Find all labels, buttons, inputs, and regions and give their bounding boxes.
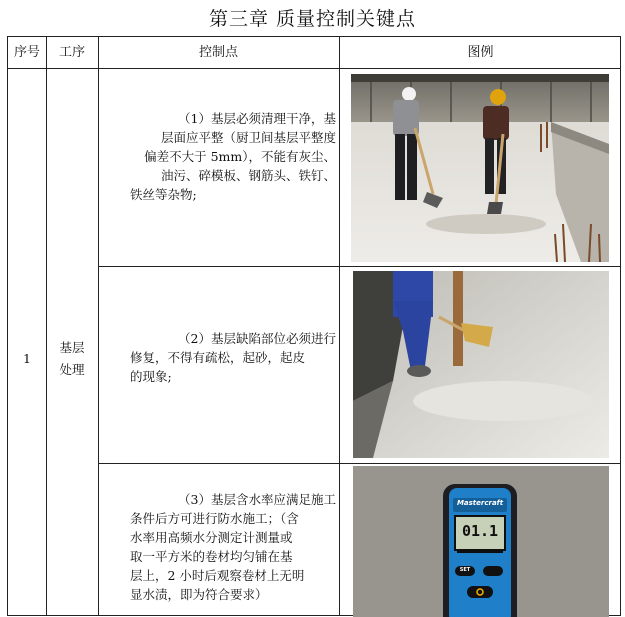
process-line-2: 处理 xyxy=(59,362,85,377)
meter-set-button: SET xyxy=(459,567,471,573)
quality-control-table xyxy=(7,36,621,616)
page-title: 第三章 质量控制关键点 xyxy=(208,8,417,30)
meter-reading: 01.1 xyxy=(461,522,499,540)
meter-brand: Mastercraft xyxy=(456,499,504,507)
cp3-line: （3）基层含水率应满足施工 xyxy=(178,492,336,507)
control-point-3 xyxy=(104,490,336,604)
cp1-line: 偏差不大于 5mm），不能有灰尘、 xyxy=(144,149,336,164)
cp3-line: 层上，2 小时后观察卷材上无明 xyxy=(130,568,305,583)
photo-moisture-meter xyxy=(353,466,609,617)
cp3-line: 水率用高频水分测定计测量或 xyxy=(130,530,293,545)
row-seq: 1 xyxy=(23,351,31,366)
header-figure: 图例 xyxy=(467,45,494,60)
control-point-2 xyxy=(104,329,336,386)
process-line-1: 基层 xyxy=(59,340,85,355)
cp1-line: 层面应平整（厨卫间基层平整度 xyxy=(160,130,336,145)
header-control-point: 控制点 xyxy=(198,45,238,60)
cp3-line: 条件后方可进行防水施工；（含 xyxy=(130,511,299,526)
header-seq: 序号 xyxy=(13,45,40,60)
header-process: 工序 xyxy=(58,45,85,60)
cp2-line: 修复，不得有疏松，起砂，起皮 xyxy=(130,350,306,365)
cp2-line: 的现象; xyxy=(130,369,172,384)
photo-base-cleaning xyxy=(351,74,609,262)
cp3-line: 取一平方米的卷材均匀铺在基 xyxy=(130,549,293,564)
cp2-line: （2）基层缺陷部位必须进行 xyxy=(178,331,336,346)
cp1-line: 油污、碎模板、钢筋头、铁钉、 xyxy=(160,168,336,183)
photo-defect-repair xyxy=(353,271,609,458)
control-point-1 xyxy=(104,109,336,204)
cp1-line: （1）基层必须清理干净，基 xyxy=(178,111,336,126)
row-process xyxy=(46,337,98,381)
cp1-line: 铁丝等杂物; xyxy=(130,187,197,202)
cp3-line: 显水渍，即为符合要求） xyxy=(130,587,268,602)
